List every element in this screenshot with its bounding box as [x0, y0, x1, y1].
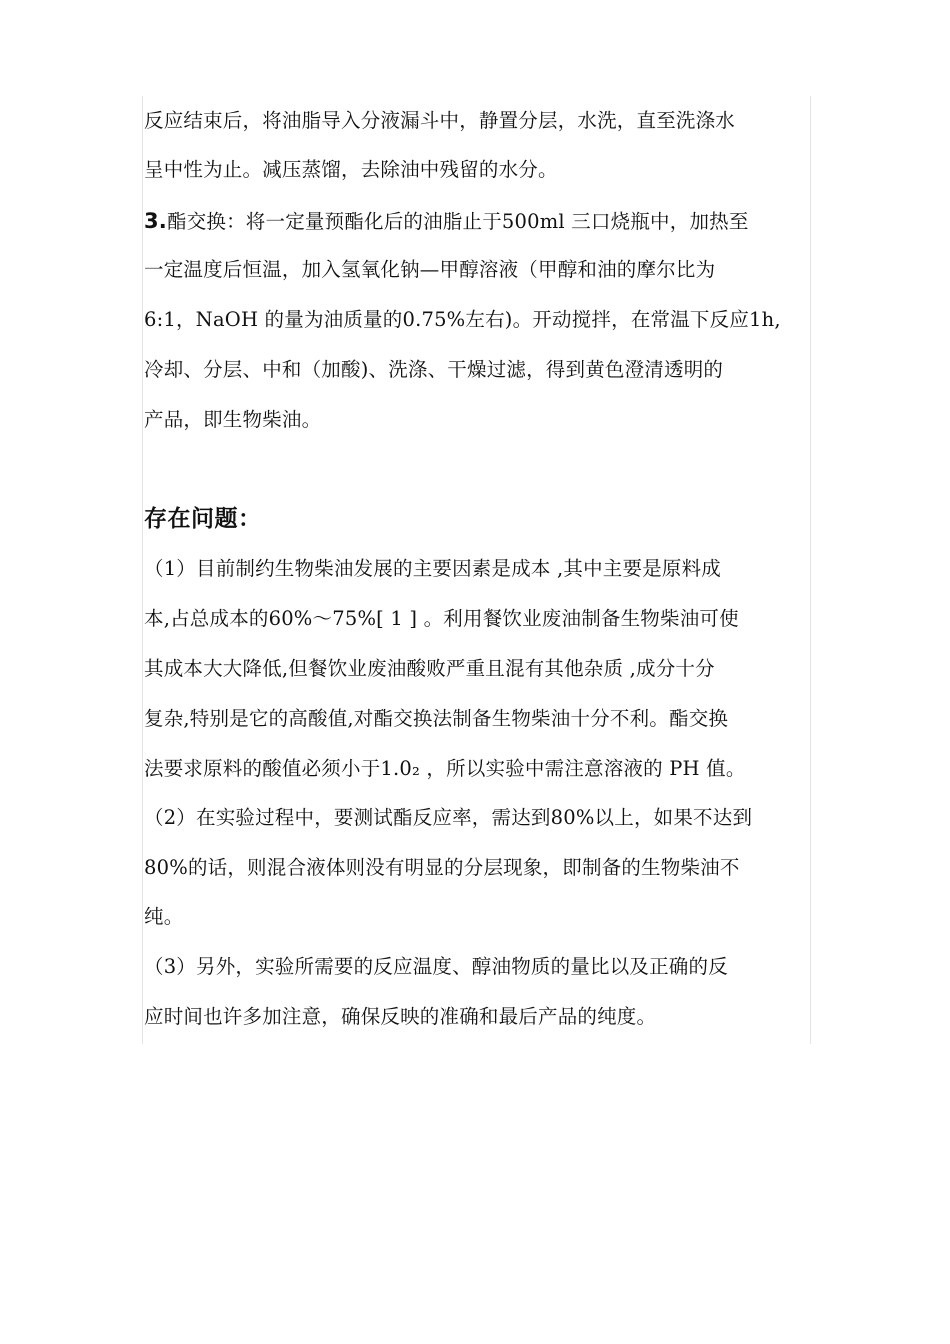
text-line: 其成本大大降低,但餐饮业废油酸败严重且混有其他杂质 ,成分十分	[144, 657, 715, 680]
text-line: （1）目前制约生物柴油发展的主要因素是成本 ,其中主要是原料成	[144, 557, 722, 580]
step-number: 3.	[144, 209, 167, 233]
text-line: （2）在实验过程中，要测试酯反应率，需达到80%以上，如果不达到	[144, 806, 753, 829]
text-line: 本,占总成本的60%～75%[ 1 ] 。利用餐饮业废油制备生物柴油可使	[144, 607, 739, 630]
text-line: 冷却、分层、中和（加酸)、洗涤、干燥过滤，得到黄色澄清透明的	[144, 358, 724, 381]
step-text: 酯交换：将一定量预酯化后的油脂止于500ml 三口烧瓶中，加热至	[167, 210, 749, 233]
text-line: 80%的话，则混合液体则没有明显的分层现象，即制备的生物柴油不	[144, 856, 740, 879]
text-line: 6:1，NaOH 的量为油质量的0.75%左右)。开动搅拌，在常温下反应1h,	[144, 308, 781, 331]
text-line	[144, 206, 749, 236]
text-line: （3）另外，实验所需要的反应温度、醇油物质的量比以及正确的反	[144, 955, 728, 978]
text-line: 复杂,特别是它的高酸值,对酯交换法制备生物柴油十分不利。酯交换	[144, 707, 729, 730]
text-line: 法要求原料的酸值必须小于1.0₂ ，所以实验中需注意溶液的 PH 值。	[144, 757, 746, 780]
text-line: 纯。	[144, 905, 184, 928]
text-line: 应时间也许多加注意，确保反映的准确和最后产品的纯度。	[144, 1005, 657, 1028]
text-line: 产品，即生物柴油。	[144, 408, 322, 431]
section-heading: 存在问题：	[144, 506, 262, 532]
text-line: 反应结束后，将油脂导入分液漏斗中，静置分层，水洗，直至洗涤水	[144, 109, 736, 132]
text-line: 呈中性为止。减压蒸馏，去除油中残留的水分。	[144, 158, 558, 181]
text-line: 一定温度后恒温，加入氢氧化钠—甲醇溶液（甲醇和油的摩尔比为	[144, 258, 716, 281]
